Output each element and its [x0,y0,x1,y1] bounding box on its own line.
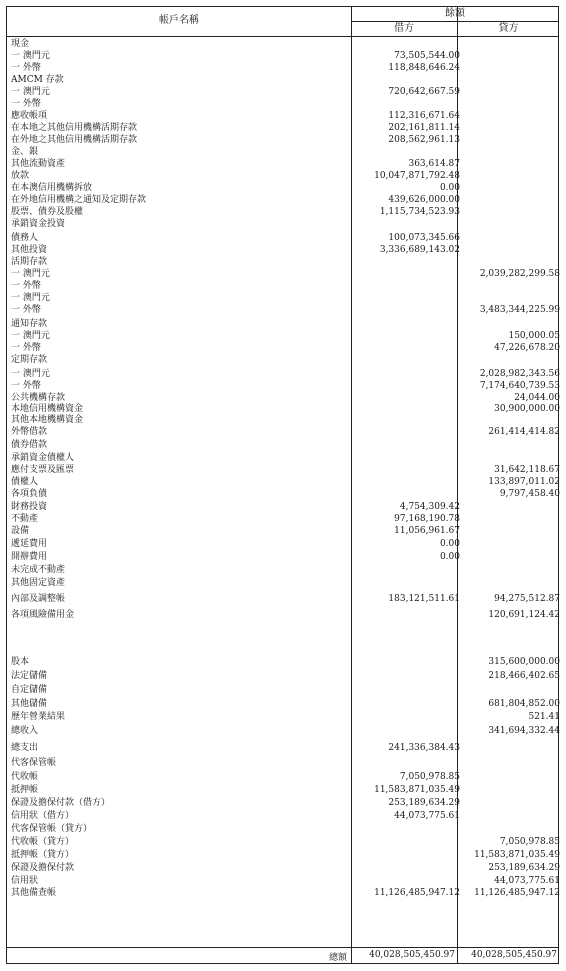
credit-value: 47,226,678.20 [494,343,560,353]
balance-header: 餘額 [445,8,465,19]
total-top-rule [7,947,558,948]
account-label: 債權人 [11,477,39,487]
table-row [7,698,560,711]
credit-value: 9,797,458.40 [499,489,560,499]
account-label: 保證及擔保付款（借方） [11,798,111,808]
credit-value: 24,044.00 [514,393,560,403]
credit-value: 681,804,852.00 [488,699,560,709]
account-label: 各項負債 [11,489,48,499]
account-label: 代收帳（貸方） [11,837,75,847]
table-row [7,823,560,836]
account-label: 財務投資 [11,502,48,512]
credit-value: 30,900,000.00 [494,404,560,414]
account-label: 信用狀（借方） [11,811,75,821]
account-label: 保證及擔保付款 [11,863,75,873]
account-label: 一 外幣 [11,99,41,109]
account-label: 設備 [11,526,30,536]
credit-value: 3,483,344,225.99 [479,305,560,315]
credit-value: 11,126,485,947.12 [474,888,560,898]
debit-value: 720,642,667.59 [388,87,460,97]
debit-value: 11,583,871,035.49 [374,785,460,795]
account-label: 債務人 [11,233,39,243]
debit-value: 183,121,511.61 [388,594,460,604]
table-row [7,797,560,810]
account-label: 一 澳門元 [11,293,50,303]
debit-value: 0.00 [439,552,460,562]
table-row [7,304,560,317]
account-label: 一 澳門元 [11,369,50,379]
account-label: 通知存款 [11,319,48,329]
account-label: 代客保管帳 [11,758,57,768]
credit-value: 31,642,118.67 [494,465,560,475]
account-label: 公共機構存款 [11,393,66,403]
debit-value: 11,056,961.67 [394,526,460,536]
credit-value: 133,897,011.02 [488,477,560,487]
table-row [7,656,560,669]
credit-value: 521.41 [528,712,560,722]
debit-value: 253,189,634.29 [388,798,460,808]
account-label: 本地信用機構資金 [11,404,84,414]
debit-value: 7,050,978.85 [399,772,460,782]
credit-value: 44,073,775.61 [494,876,560,886]
credit-value: 7,050,978.85 [499,837,560,847]
account-label: 其他備查帳 [11,888,57,898]
table-row [7,725,560,738]
account-label: 一 外幣 [11,305,41,315]
debit-value: 202,161,811.14 [388,123,460,133]
account-label: 應付支票及匯票 [11,465,75,475]
table-row [7,849,560,862]
account-label: AMCM 存款 [11,75,64,85]
account-label: 抵押帳（貸方） [11,850,75,860]
table-row [7,593,560,606]
total-debit: 40,028,505,450.97 [369,950,455,960]
table-row [7,538,560,551]
account-label: 一 澳門元 [11,331,50,341]
debit-value: 0.00 [439,183,460,193]
debit-header: 借方 [394,23,414,34]
table-row [7,836,560,849]
account-label: 遞延費用 [11,539,48,549]
credit-value: 2,039,282,299.58 [479,269,560,279]
account-label: 一 外幣 [11,63,41,73]
table-row [7,742,560,755]
credit-value: 2,028,982,343.56 [479,369,560,379]
table-row [7,577,560,590]
credit-value: 341,694,332.44 [488,726,560,736]
account-label: 其他流動資產 [11,159,66,169]
account-label: 在本澳信用機構拆放 [11,183,93,193]
account-label: 承銷資金債權人 [11,453,75,463]
account-label: 其他固定資產 [11,578,66,588]
table-row [7,564,560,577]
account-label: 信用狀 [11,876,39,886]
account-label: 現金 [11,39,30,49]
account-label: 債券借款 [11,440,48,450]
table-row [7,810,560,823]
account-label: 活期存款 [11,257,48,267]
account-label: 一 澳門元 [11,51,50,61]
debit-value: 97,168,190.78 [394,514,460,524]
credit-header: 貸方 [498,23,519,34]
account-name-header: 帳戶名稱 [159,15,199,26]
account-label: 開辦費用 [11,552,48,562]
account-label: 應收帳項 [11,111,48,121]
account-label: 各項風險備用金 [11,610,75,620]
account-label: 在外地信用機構之通知及定期存款 [11,195,147,205]
total-label: 總額 [328,953,347,963]
debit-value: 3,336,689,143.02 [379,245,460,255]
account-label: 總支出 [11,743,39,753]
account-label: 未完成不動產 [11,565,66,575]
account-label: 股票、債券及股權 [11,207,84,217]
credit-value: 94,275,512.87 [494,594,560,604]
table-row [7,551,560,564]
debit-value: 112,316,671.64 [388,111,460,121]
credit-value: 7,174,640,739.53 [479,381,560,391]
table-row [7,784,560,797]
table-row [7,525,560,538]
header-bottom-rule [7,36,558,37]
account-label: 在本地之其他信用機構活期存款 [11,123,138,133]
account-label: 其他本地機構資金 [11,415,84,425]
account-label: 不動產 [11,514,39,524]
debit-value: 1,115,734,523.93 [379,207,460,217]
table-row [7,684,560,697]
account-label: 一 澳門元 [11,87,50,97]
credit-value: 120,691,124.42 [488,610,560,620]
total-credit: 40,028,505,450.97 [471,950,557,960]
account-label: 歷年營業結果 [11,712,66,722]
credit-value: 150,000.05 [508,331,560,341]
table-row [7,439,560,452]
credit-value: 315,600,000.00 [488,657,560,667]
table-row [7,670,560,683]
table-row [7,862,560,875]
account-label: 一 外幣 [11,343,41,353]
account-label: 代客保管帳（貸方） [11,824,93,834]
table-row [7,218,560,231]
table-row [7,887,560,900]
account-label: 外幣借款 [11,427,48,437]
account-label: 承銷資金投資 [11,219,66,229]
debit-value: 10,047,871,792.48 [374,171,460,181]
account-label: 一 外幣 [11,381,41,391]
debit-value: 100,073,345.66 [388,233,460,243]
account-label: 定期存款 [11,355,48,365]
debit-value: 0.00 [439,539,460,549]
debit-value: 363,614.87 [408,159,460,169]
credit-value: 253,189,634.29 [488,863,560,873]
account-label: 自定儲備 [11,685,48,695]
account-label: 代收帳 [11,772,39,782]
account-label: 總收入 [11,726,39,736]
table-row [7,354,560,367]
credit-value: 218,466,402.65 [488,671,560,681]
account-label: 股本 [11,657,30,667]
balance-sheet-table [6,6,559,964]
table-row [7,711,560,724]
account-label: 一 澳門元 [11,269,50,279]
table-row [7,426,560,439]
debit-value: 208,562,961.13 [388,135,460,145]
table-row [7,771,560,784]
debit-value: 11,126,485,947.12 [374,888,460,898]
table-row [7,757,560,770]
debit-value: 4,754,309.42 [399,502,460,512]
table-row [7,488,560,501]
account-label: 其他儲備 [11,699,48,709]
account-label: 其他投資 [11,245,48,255]
debit-value: 241,336,384.43 [388,743,460,753]
credit-value: 261,414,414.82 [488,427,560,437]
debit-value: 439,626,000.00 [388,195,460,205]
account-label: 抵押帳 [11,785,39,795]
table-row [7,609,560,622]
account-label: 法定儲備 [11,671,48,681]
account-label: 在外地之其他信用機構活期存款 [11,135,138,145]
account-label: 金、銀 [11,147,39,157]
debit-value: 73,505,544.00 [394,51,460,61]
account-label: 放款 [11,171,30,181]
account-label: 內部及調整帳 [11,594,66,604]
debit-value: 44,073,775.61 [394,811,460,821]
credit-value: 11,583,871,035.49 [474,850,560,860]
account-label: 一 外幣 [11,281,41,291]
debit-value: 118,848,646.24 [388,63,460,73]
